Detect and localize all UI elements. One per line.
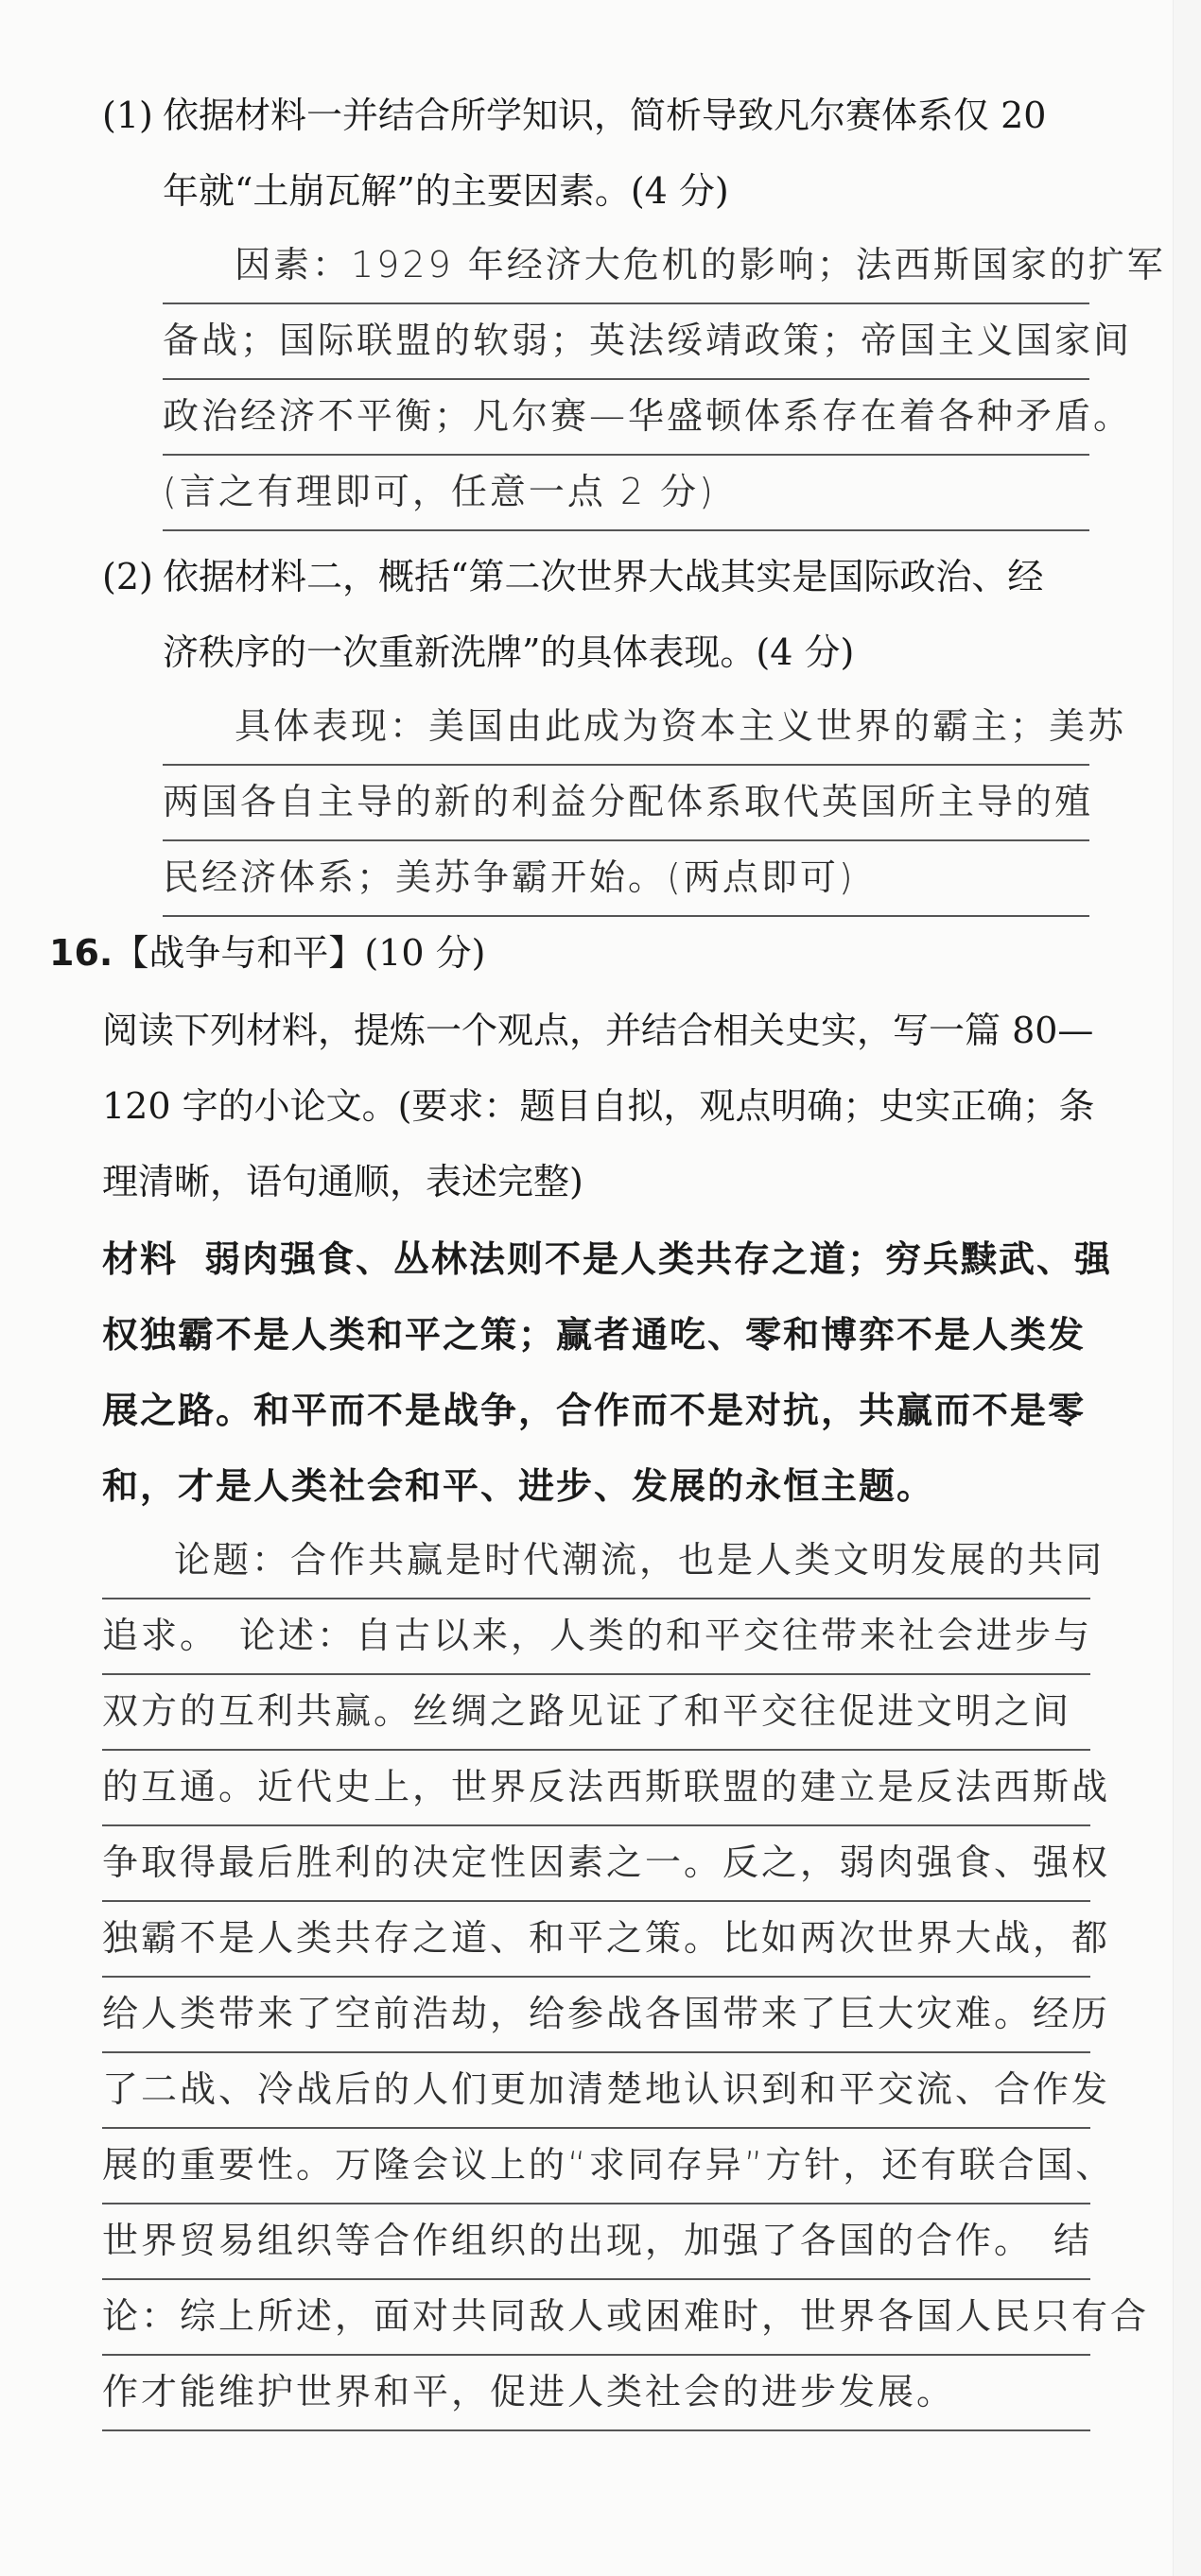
answer-line: 备战；国际联盟的软弱；英法绥靖政策；帝国主义国家间	[163, 304, 1089, 380]
answer-line: 作才能维护世界和平，促进人类社会的进步发展。	[102, 2356, 1090, 2431]
material-line: 权独霸不是人类和平之策；赢者通吃、零和博弈不是人类发	[102, 1314, 1087, 1356]
material-text: 弱肉强食、丛林法则不是人类共存之道；穷兵黩武、强	[204, 1238, 1113, 1280]
question-16-title: 【战争与和平】	[113, 932, 365, 974]
material-line-1	[102, 1221, 1112, 1297]
material-label: 材料	[102, 1238, 179, 1280]
question-16-answer	[102, 1524, 1150, 2431]
question-2-answer	[163, 690, 1127, 917]
answer-line: 两国各自主导的新的利益分配体系取代英国所主导的殖	[163, 766, 1089, 841]
answer-line: 民经济体系；美苏争霸开始。(两点即可)	[163, 841, 1089, 917]
instruction-line: 120 字的小论文。(要求：题目自拟，观点明确；史实正确；条	[102, 1085, 1095, 1127]
answer-line: 的互通。近代史上，世界反法西斯联盟的建立是反法西斯战	[102, 1751, 1090, 1826]
question-2-line-1	[102, 539, 1043, 614]
answer-line: 论：综上所述，面对共同敌人或困难时，世界各国人民只有合	[102, 2280, 1090, 2356]
question-1-line-2: 年就“土崩瓦解”的主要因素。(4 分)	[163, 170, 729, 212]
answer-line: 追求。 论述：自古以来，人类的和平交往带来社会进步与	[102, 1599, 1090, 1675]
material-line: 展之路。和平而不是战争，合作而不是对抗，共赢而不是零	[102, 1390, 1087, 1431]
question-1-answer	[163, 229, 1166, 531]
instruction-line: 阅读下列材料，提炼一个观点，并结合相关史实，写一篇 80—	[102, 1010, 1094, 1051]
question-1-text: 依据材料一并结合所学知识，简析导致凡尔赛体系仅 20	[163, 95, 1047, 136]
answer-line: 因素：1929 年经济大危机的影响；法西斯国家的扩军	[163, 229, 1089, 304]
question-16-heading	[49, 915, 485, 991]
question-2-text: 依据材料二，概括“第二次世界大战其实是国际政治、经	[163, 556, 1044, 597]
answer-line: 独霸不是人类共存之道、和平之策。比如两次世界大战，都	[102, 1902, 1090, 1978]
answer-line: 给人类带来了空前浩劫，给参战各国带来了巨大灾难。经历	[102, 1978, 1090, 2053]
question-2-number: (2)	[102, 556, 153, 597]
instruction-line: 理清晰，语句通顺，表述完整)	[102, 1161, 583, 1202]
material-line: 和，才是人类社会和平、进步、发展的永恒主题。	[102, 1465, 935, 1507]
answer-line: 具体表现：美国由此成为资本主义世界的霸主；美苏	[163, 690, 1089, 766]
question-2-line-2: 济秩序的一次重新洗牌”的具体表现。(4 分)	[163, 631, 855, 673]
answer-line: 争取得最后胜利的决定性因素之一。反之，弱肉强食、强权	[102, 1826, 1090, 1902]
question-16-number: 16.	[49, 932, 113, 974]
answer-line: 政治经济不平衡；凡尔赛—华盛顿体系存在着各种矛盾。	[163, 380, 1089, 456]
answer-line: 世界贸易组织等合作组织的出现，加强了各国的合作。 结	[102, 2204, 1090, 2280]
answer-line: 展的重要性。万隆会议上的“求同存异”方针，还有联合国、	[102, 2129, 1090, 2204]
question-16-points: (10 分)	[364, 932, 486, 974]
question-1-line-1	[102, 78, 1046, 153]
answer-line: (言之有理即可，任意一点 2 分)	[163, 456, 1089, 531]
answer-line: 双方的互利共赢。丝绸之路见证了和平交往促进文明之间	[102, 1675, 1090, 1751]
question-1-number: (1)	[102, 95, 153, 136]
answer-line: 论题：合作共赢是时代潮流，也是人类文明发展的共同	[102, 1524, 1090, 1599]
answer-line: 了二战、冷战后的人们更加清楚地认识到和平交流、合作发	[102, 2053, 1090, 2129]
